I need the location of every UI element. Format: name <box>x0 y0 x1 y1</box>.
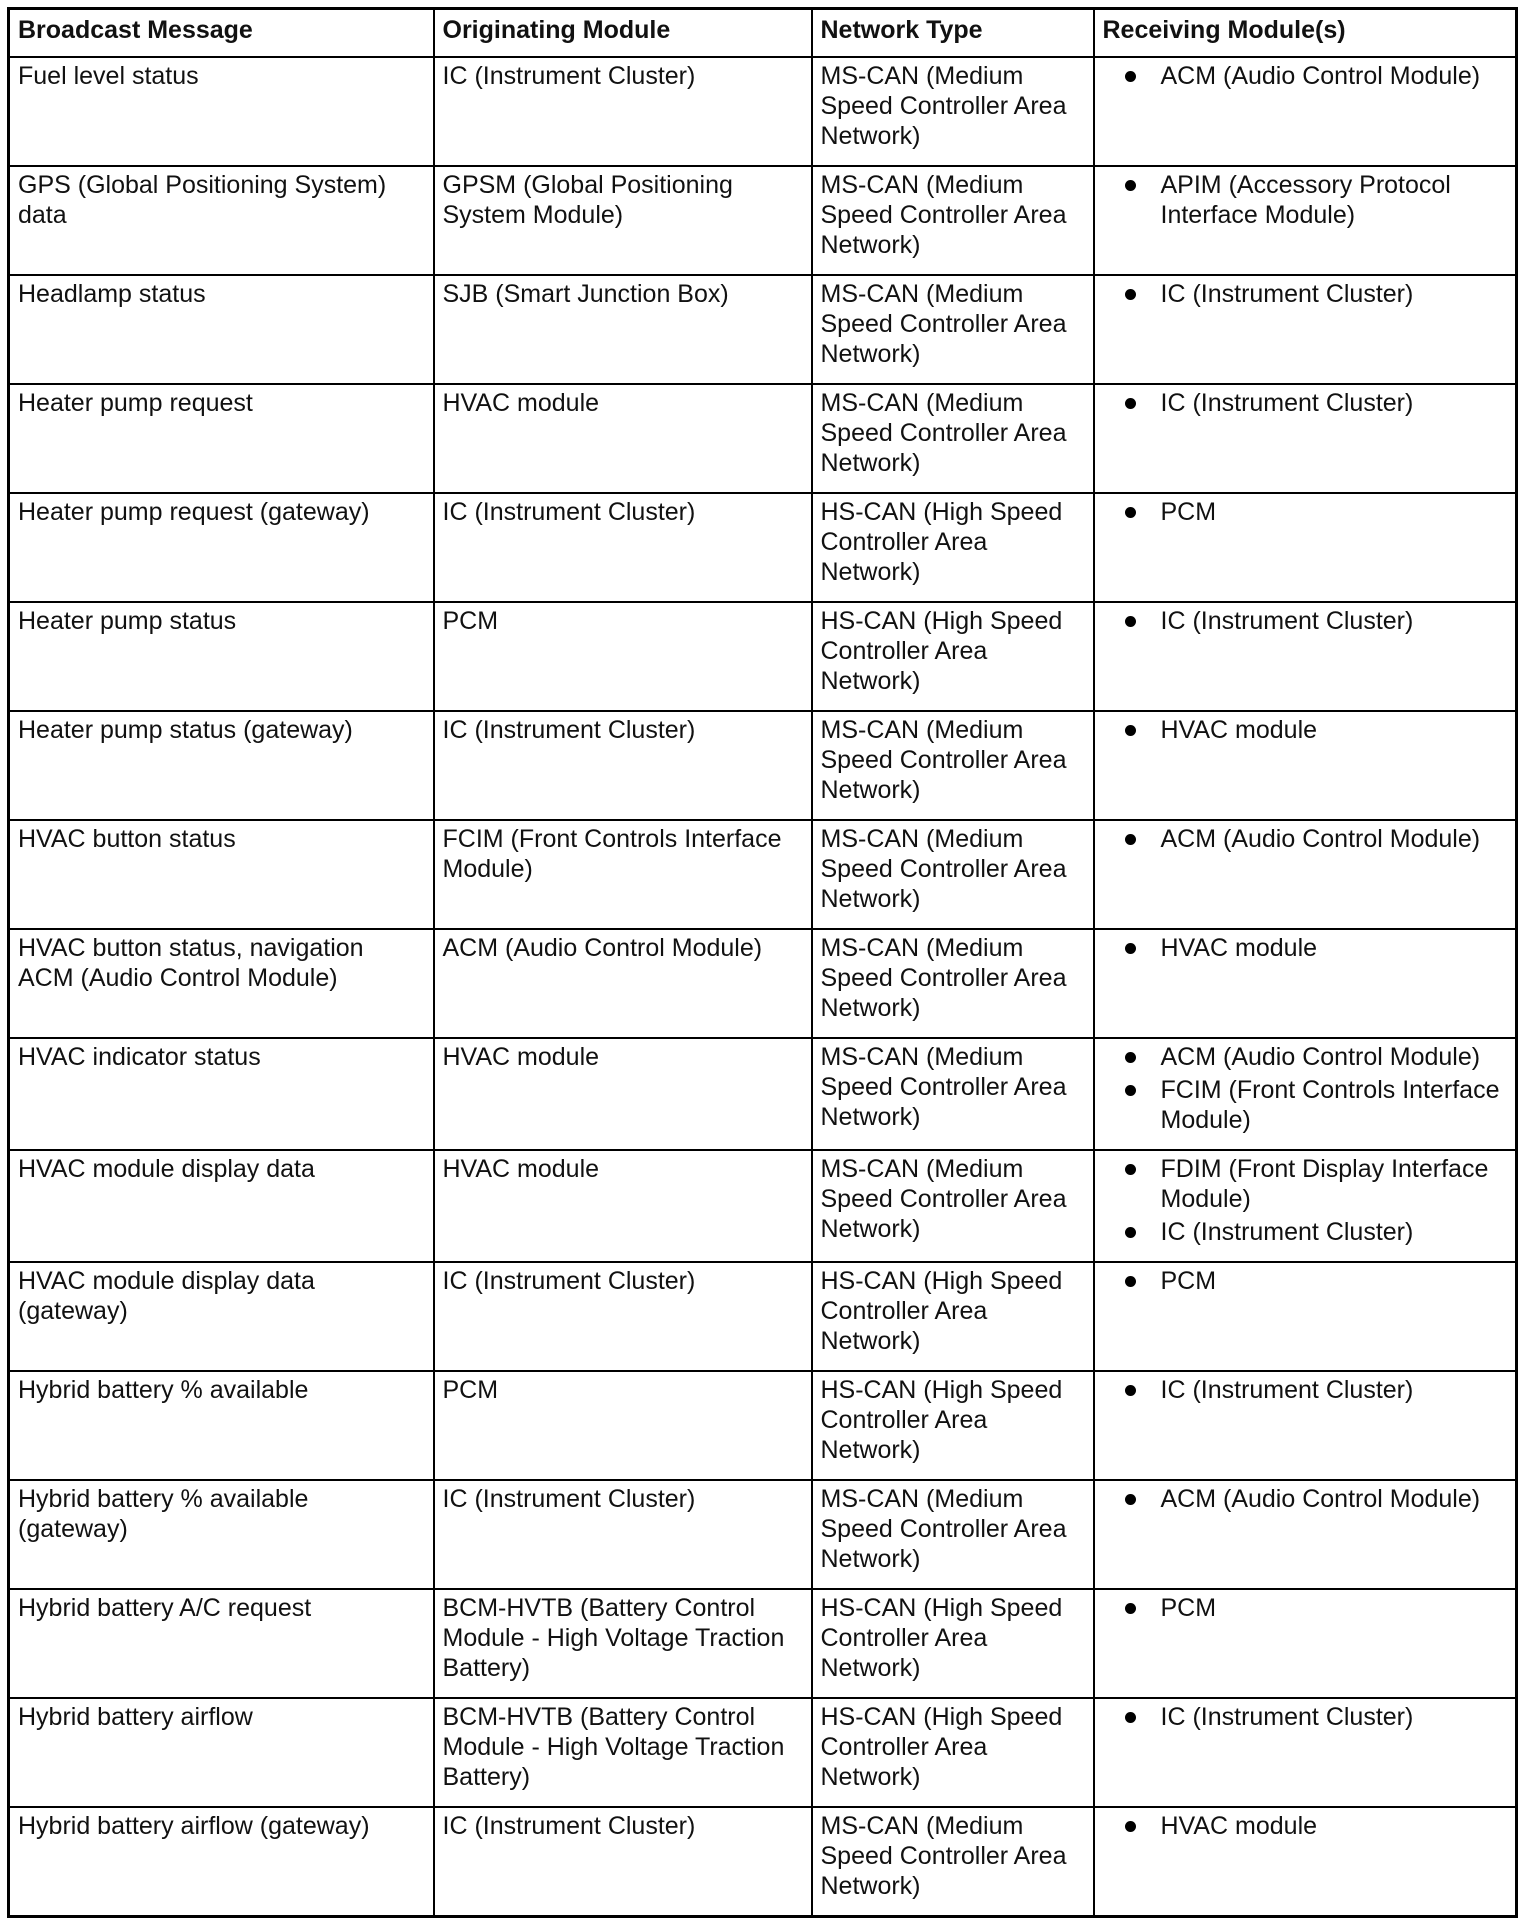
receiver-list <box>1103 1484 1508 1514</box>
cell-originating-module: HVAC module <box>434 384 812 493</box>
cell-broadcast-message: Heater pump status (gateway) <box>9 711 434 820</box>
cell-broadcast-message: Heater pump request <box>9 384 434 493</box>
receiver-item: IC (Instrument Cluster) <box>1103 279 1508 309</box>
cell-broadcast-message: Fuel level status <box>9 57 434 166</box>
cell-network-type: HS-CAN (High Speed Controller Area Network) <box>812 1698 1094 1807</box>
receiver-list <box>1103 279 1508 309</box>
cell-originating-module: FCIM (Front Controls Interface Module) <box>434 820 812 929</box>
header-broadcast-message: Broadcast Message <box>9 9 434 58</box>
receiver-item: IC (Instrument Cluster) <box>1103 388 1508 418</box>
cell-broadcast-message: HVAC button status, navigation ACM (Audio Control Module) <box>9 929 434 1038</box>
cell-originating-module: IC (Instrument Cluster) <box>434 1262 812 1371</box>
cell-receiving-modules <box>1094 711 1517 820</box>
cell-receiving-modules <box>1094 820 1517 929</box>
broadcast-message-table <box>7 7 1518 1918</box>
receiver-list <box>1103 1702 1508 1732</box>
cell-broadcast-message: HVAC module display data <box>9 1150 434 1262</box>
cell-receiving-modules <box>1094 1698 1517 1807</box>
cell-broadcast-message: HVAC button status <box>9 820 434 929</box>
header-network-type: Network Type <box>812 9 1094 58</box>
cell-network-type: MS-CAN (Medium Speed Controller Area Network) <box>812 1480 1094 1589</box>
cell-broadcast-message: GPS (Global Positioning System) data <box>9 166 434 275</box>
cell-receiving-modules <box>1094 275 1517 384</box>
receiver-list <box>1103 1811 1508 1841</box>
cell-originating-module: BCM-HVTB (Battery Control Module - High Voltage Traction Battery) <box>434 1698 812 1807</box>
cell-network-type: MS-CAN (Medium Speed Controller Area Network) <box>812 711 1094 820</box>
cell-broadcast-message: Headlamp status <box>9 275 434 384</box>
receiver-item: FDIM (Front Display Interface Module) <box>1103 1154 1508 1214</box>
table-row <box>9 820 1517 929</box>
cell-originating-module: IC (Instrument Cluster) <box>434 57 812 166</box>
cell-network-type: MS-CAN (Medium Speed Controller Area Network) <box>812 929 1094 1038</box>
cell-broadcast-message: Heater pump status <box>9 602 434 711</box>
receiver-item: APIM (Accessory Protocol Interface Module) <box>1103 170 1508 230</box>
table-row <box>9 1262 1517 1371</box>
cell-network-type: MS-CAN (Medium Speed Controller Area Network) <box>812 57 1094 166</box>
table-row <box>9 1807 1517 1917</box>
cell-originating-module: HVAC module <box>434 1038 812 1150</box>
cell-receiving-modules <box>1094 1038 1517 1150</box>
receiver-item: HVAC module <box>1103 1811 1508 1841</box>
receiver-item: ACM (Audio Control Module) <box>1103 61 1508 91</box>
cell-receiving-modules <box>1094 166 1517 275</box>
cell-receiving-modules <box>1094 493 1517 602</box>
table-row <box>9 929 1517 1038</box>
cell-network-type: MS-CAN (Medium Speed Controller Area Network) <box>812 275 1094 384</box>
cell-network-type: HS-CAN (High Speed Controller Area Network) <box>812 1262 1094 1371</box>
cell-receiving-modules <box>1094 929 1517 1038</box>
cell-network-type: HS-CAN (High Speed Controller Area Network) <box>812 493 1094 602</box>
cell-receiving-modules <box>1094 1589 1517 1698</box>
cell-receiving-modules <box>1094 1480 1517 1589</box>
receiver-item: ACM (Audio Control Module) <box>1103 824 1508 854</box>
cell-receiving-modules <box>1094 1150 1517 1262</box>
cell-network-type: HS-CAN (High Speed Controller Area Network) <box>812 602 1094 711</box>
receiver-list <box>1103 1593 1508 1623</box>
receiver-list <box>1103 1266 1508 1296</box>
cell-originating-module: BCM-HVTB (Battery Control Module - High Voltage Traction Battery) <box>434 1589 812 1698</box>
receiver-item: FCIM (Front Controls Interface Module) <box>1103 1075 1508 1135</box>
receiver-item: ACM (Audio Control Module) <box>1103 1042 1508 1072</box>
cell-receiving-modules <box>1094 1807 1517 1917</box>
receiver-list <box>1103 497 1508 527</box>
receiver-list <box>1103 170 1508 230</box>
cell-broadcast-message: Heater pump request (gateway) <box>9 493 434 602</box>
table-row <box>9 602 1517 711</box>
receiver-list <box>1103 388 1508 418</box>
cell-network-type: MS-CAN (Medium Speed Controller Area Network) <box>812 166 1094 275</box>
cell-originating-module: IC (Instrument Cluster) <box>434 1807 812 1917</box>
cell-network-type: MS-CAN (Medium Speed Controller Area Network) <box>812 1150 1094 1262</box>
cell-originating-module: ACM (Audio Control Module) <box>434 929 812 1038</box>
cell-receiving-modules <box>1094 1371 1517 1480</box>
cell-network-type: MS-CAN (Medium Speed Controller Area Network) <box>812 1807 1094 1917</box>
cell-originating-module: IC (Instrument Cluster) <box>434 711 812 820</box>
table-row <box>9 711 1517 820</box>
cell-receiving-modules <box>1094 1262 1517 1371</box>
receiver-list <box>1103 824 1508 854</box>
receiver-item: PCM <box>1103 497 1508 527</box>
header-row <box>9 9 1517 58</box>
receiver-list <box>1103 715 1508 745</box>
header-receiving-modules: Receiving Module(s) <box>1094 9 1517 58</box>
cell-broadcast-message: Hybrid battery % available (gateway) <box>9 1480 434 1589</box>
cell-network-type: MS-CAN (Medium Speed Controller Area Network) <box>812 820 1094 929</box>
table-row <box>9 384 1517 493</box>
table-row <box>9 1480 1517 1589</box>
table-row <box>9 166 1517 275</box>
cell-network-type: HS-CAN (High Speed Controller Area Network) <box>812 1371 1094 1480</box>
table-row <box>9 1371 1517 1480</box>
cell-broadcast-message: HVAC indicator status <box>9 1038 434 1150</box>
cell-originating-module: IC (Instrument Cluster) <box>434 493 812 602</box>
cell-broadcast-message: Hybrid battery A/C request <box>9 1589 434 1698</box>
table-row <box>9 1698 1517 1807</box>
receiver-item: PCM <box>1103 1593 1508 1623</box>
table-row <box>9 275 1517 384</box>
receiver-item: IC (Instrument Cluster) <box>1103 1217 1508 1247</box>
cell-originating-module: GPSM (Global Positioning System Module) <box>434 166 812 275</box>
receiver-item: PCM <box>1103 1266 1508 1296</box>
receiver-list <box>1103 1042 1508 1135</box>
table-row <box>9 1038 1517 1150</box>
receiver-list <box>1103 606 1508 636</box>
receiver-item: HVAC module <box>1103 715 1508 745</box>
receiver-item: IC (Instrument Cluster) <box>1103 606 1508 636</box>
receiver-item: HVAC module <box>1103 933 1508 963</box>
receiver-item: IC (Instrument Cluster) <box>1103 1702 1508 1732</box>
cell-receiving-modules <box>1094 602 1517 711</box>
receiver-list <box>1103 1375 1508 1405</box>
receiver-item: IC (Instrument Cluster) <box>1103 1375 1508 1405</box>
cell-network-type: HS-CAN (High Speed Controller Area Network) <box>812 1589 1094 1698</box>
cell-originating-module: HVAC module <box>434 1150 812 1262</box>
cell-broadcast-message: HVAC module display data (gateway) <box>9 1262 434 1371</box>
table-row <box>9 1589 1517 1698</box>
header-originating-module: Originating Module <box>434 9 812 58</box>
cell-originating-module: IC (Instrument Cluster) <box>434 1480 812 1589</box>
table-row <box>9 57 1517 166</box>
table-row <box>9 493 1517 602</box>
receiver-list <box>1103 61 1508 91</box>
receiver-item: ACM (Audio Control Module) <box>1103 1484 1508 1514</box>
cell-broadcast-message: Hybrid battery airflow (gateway) <box>9 1807 434 1917</box>
cell-originating-module: PCM <box>434 1371 812 1480</box>
cell-receiving-modules <box>1094 57 1517 166</box>
receiver-list <box>1103 1154 1508 1247</box>
table-row <box>9 1150 1517 1262</box>
receiver-list <box>1103 933 1508 963</box>
cell-originating-module: PCM <box>434 602 812 711</box>
cell-originating-module: SJB (Smart Junction Box) <box>434 275 812 384</box>
cell-network-type: MS-CAN (Medium Speed Controller Area Network) <box>812 384 1094 493</box>
cell-broadcast-message: Hybrid battery airflow <box>9 1698 434 1807</box>
cell-network-type: MS-CAN (Medium Speed Controller Area Network) <box>812 1038 1094 1150</box>
cell-broadcast-message: Hybrid battery % available <box>9 1371 434 1480</box>
cell-receiving-modules <box>1094 384 1517 493</box>
